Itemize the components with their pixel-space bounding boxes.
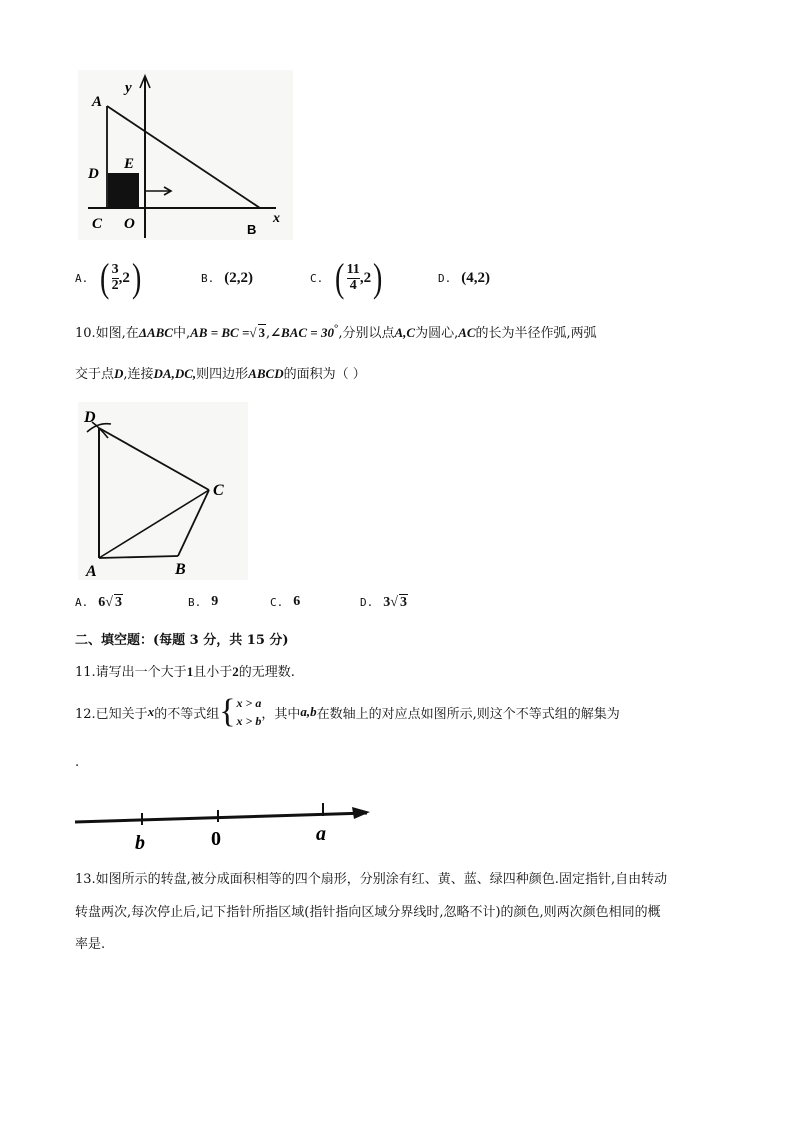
q11-text [75, 661, 295, 680]
label-y: y [125, 80, 132, 96]
value: 2 [122, 269, 130, 286]
brace: { [219, 693, 236, 730]
paren-left: ( [335, 255, 345, 300]
label-a: a [316, 823, 326, 845]
option-label: D. [438, 272, 452, 285]
text: 在数轴上的对应点如图所示,则这个不等式组的解集为 [316, 706, 620, 722]
inequality-system [219, 694, 261, 730]
degree: ° [333, 322, 339, 335]
text: 为圆心, [415, 326, 459, 341]
q10-option-d[interactable] [360, 594, 408, 611]
q13-line2: 转盘两次,每次停止后,记下指针所指区域(指针指向区域分界线时,忽略不计)的颜色,则两次颜色相同的概 [75, 905, 661, 920]
label-zero: 0 [211, 828, 221, 850]
text: 且小于 [193, 665, 233, 680]
q10-figure [78, 402, 248, 580]
math-angle: ∠BAC = 30 [270, 325, 334, 340]
option-text: (4,2) [461, 270, 490, 286]
q10-option-b[interactable] [188, 594, 218, 610]
number: 2 [232, 664, 239, 679]
math-segment: AC [458, 325, 476, 340]
denominator: 2 [111, 277, 119, 293]
q10-line2 [75, 363, 366, 382]
paren-left: ( [100, 255, 110, 300]
math-triangle: ΔABC [138, 325, 173, 340]
section-title: 二、填空题：(每题 3 分，共 15 分) [75, 633, 289, 648]
text: 中, [172, 326, 191, 341]
label-E: E [124, 156, 135, 172]
text: 交于点 [75, 367, 115, 382]
label-A: A [86, 563, 97, 580]
denominator: 4 [349, 277, 357, 293]
radicand: 3 [399, 595, 407, 610]
q12-answer-blank: . [75, 755, 80, 770]
text: 的无理数. [238, 665, 295, 680]
numerator: 11 [346, 261, 360, 277]
q13-line1: 13.如图所示的转盘,被分成面积相等的四个扇形，分别涂有红、黄、蓝、绿四种颜色.固定指针,自由转动 [75, 872, 668, 887]
q9-option-c[interactable] [310, 255, 384, 300]
q13-line3: 率是. [75, 937, 106, 952]
paren-right: ) [131, 255, 142, 300]
q9-option-d[interactable] [438, 270, 490, 287]
math-quadrilateral: ABCD [248, 366, 284, 381]
text: 的长为半径作弧,两弧 [475, 326, 597, 341]
math-equation: AB = BC = [190, 325, 250, 340]
label-C: C [213, 482, 224, 499]
inequality-2: x > b [236, 714, 262, 728]
label-D: D [88, 166, 99, 182]
option-label: D. [360, 596, 374, 609]
inequality-1: x > a [236, 696, 262, 710]
figure-background [78, 70, 293, 240]
paren-right: ) [373, 255, 383, 300]
text: 的面积为（ ） [283, 367, 366, 382]
text: 12.已知关于 [75, 706, 148, 722]
q9-figure [78, 70, 293, 240]
comma: , [359, 269, 364, 286]
label-O: O [124, 216, 135, 232]
coefficient: 6 [98, 594, 106, 610]
option-label: A. [75, 271, 89, 285]
q10-option-a[interactable] [75, 594, 123, 611]
math-segments: DA,DC, [153, 366, 197, 381]
fraction [347, 263, 360, 293]
option-label: B. [201, 272, 215, 285]
q9-option-b[interactable] [201, 270, 253, 287]
sqrt: √ 3 [390, 595, 407, 610]
option-label: A. [75, 596, 89, 609]
label-C: C [92, 216, 103, 232]
math-point: D [114, 366, 124, 381]
math-variables: a,b [300, 704, 317, 719]
system-rows [237, 694, 262, 730]
text: 的不等式组 [154, 706, 220, 722]
q10-option-c[interactable] [270, 594, 300, 610]
value: 2 [363, 269, 372, 286]
text: 11.请写出一个大于 [75, 665, 187, 680]
q10-line1 [75, 322, 597, 341]
option-text: (2,2) [224, 270, 253, 286]
label-B: B [175, 561, 186, 578]
label-B: B [247, 222, 257, 237]
math-variable: x [147, 704, 155, 719]
comma: , [118, 269, 123, 286]
q12-text [75, 694, 620, 730]
option-label: B. [188, 595, 202, 609]
label-b: b [135, 832, 145, 850]
text: ,分别以点 [338, 326, 395, 341]
label-A: A [92, 94, 103, 110]
fraction [112, 263, 119, 293]
radicand: 3 [114, 595, 122, 610]
number-line-figure [72, 798, 377, 850]
sqrt: √ 3 [249, 325, 266, 340]
sqrt: √ 3 [105, 595, 122, 610]
coefficient: 3 [383, 594, 391, 610]
q9-option-a[interactable] [75, 255, 143, 300]
text: 则四边形 [196, 367, 249, 382]
text: ，其中 [261, 706, 301, 722]
label-x: x [273, 211, 280, 226]
numerator: 3 [111, 261, 119, 277]
text: ,连接 [123, 367, 154, 382]
option-text: 9 [211, 594, 219, 609]
option-label: C. [310, 271, 324, 285]
square-DCOE [108, 173, 139, 208]
number: 1 [186, 664, 194, 679]
option-text: 6 [293, 594, 301, 609]
option-label: C. [270, 595, 284, 609]
math-points: A,C [394, 325, 416, 340]
label-D: D [84, 409, 96, 426]
number-line-arrow [352, 807, 370, 819]
text: , [266, 326, 271, 341]
text: 10.如图,在 [75, 326, 139, 341]
radicand: 3 [258, 325, 266, 340]
